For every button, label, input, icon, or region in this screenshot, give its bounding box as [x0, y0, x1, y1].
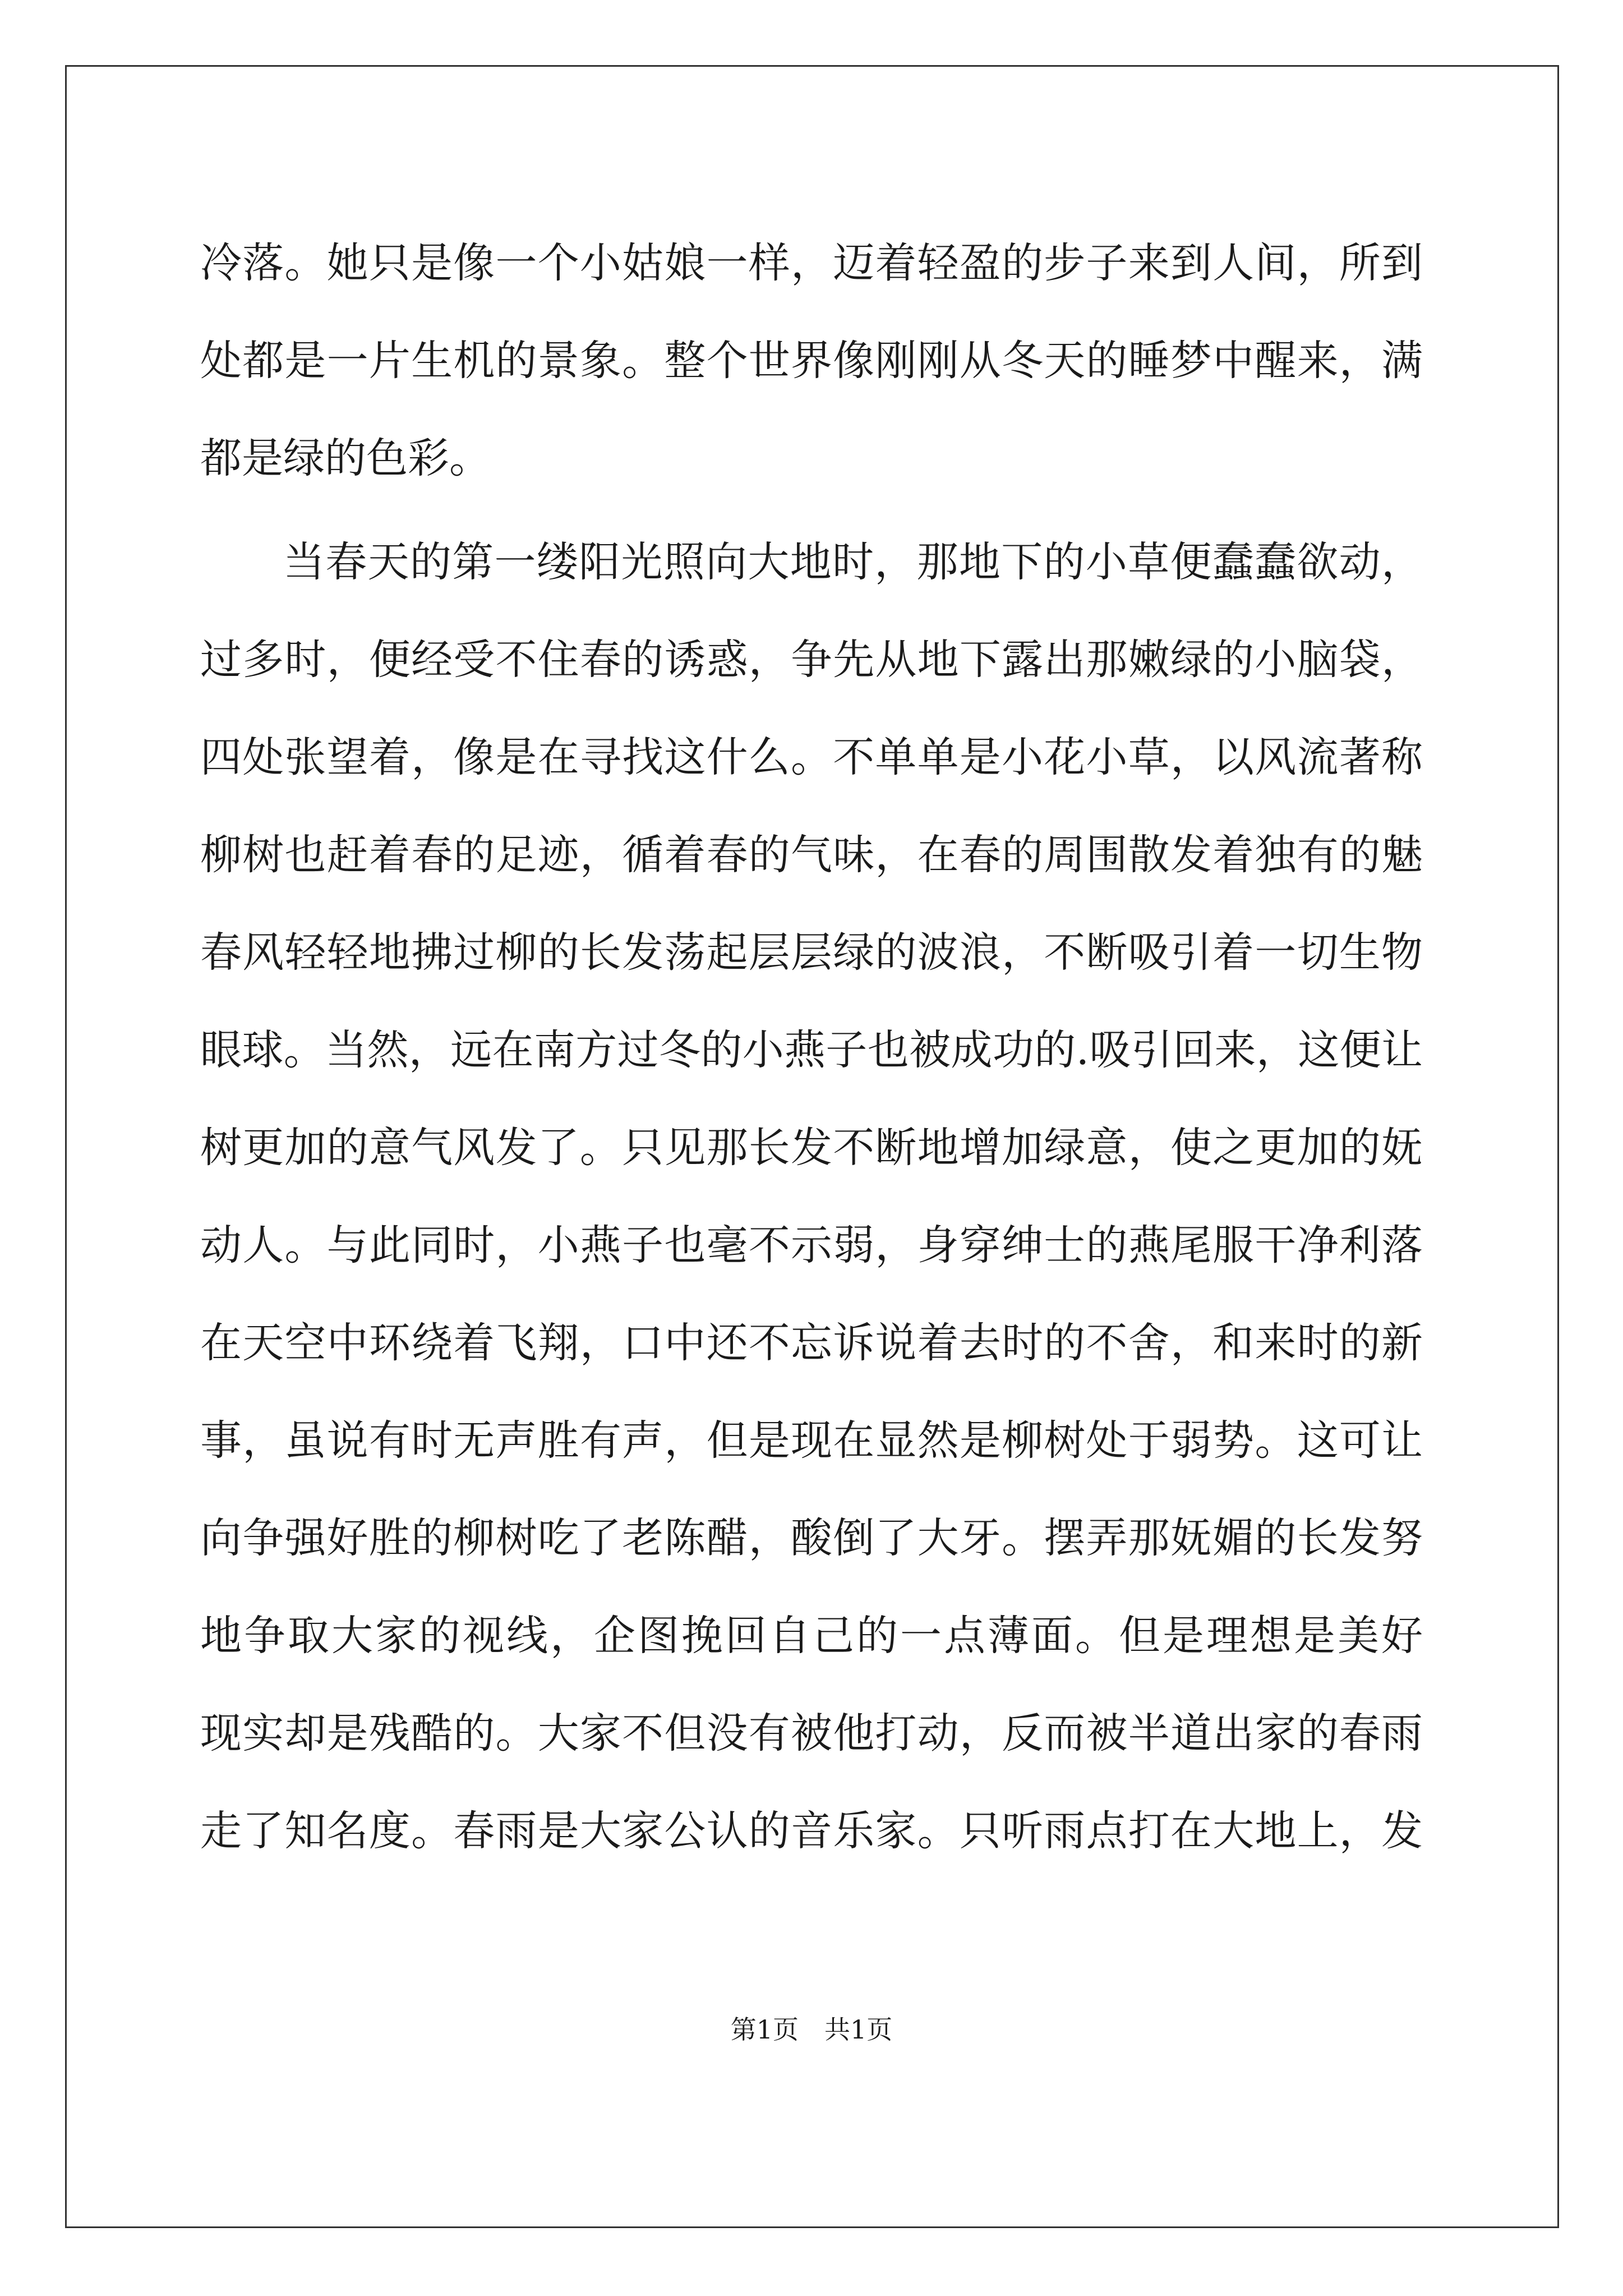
paragraph-2-line-11: 向争强好胜的柳树吃了老陈醋，酸倒了大牙。摆弄那妩媚的长发努: [200, 1514, 1423, 1562]
paragraph-2-line-6: 眼球。当然，远在南方过冬的小燕子也被成功的.吸引回来，这便让: [200, 1026, 1423, 1074]
paragraph-2-line-13: 现实却是残酷的。大家不但没有被他打动，反而被半道出家的春雨: [200, 1709, 1423, 1757]
paragraph-2-line-8: 动人。与此同时，小燕子也毫不示弱，身穿绅士的燕尾服干净利落: [200, 1221, 1423, 1269]
paragraph-2-line-7: 树更加的意气风发了。只见那长发不断地增加绿意，使之更加的妩: [200, 1124, 1423, 1172]
paragraph-2-line-2: 过多时，便经受不住春的诱惑，争先从地下露出那嫩绿的小脑袋，: [200, 636, 1423, 684]
paragraph-1-line-3: 都是绿的色彩。: [200, 434, 491, 482]
paragraph-1-line-2: 处都是一片生机的景象。整个世界像刚刚从冬天的睡梦中醒来，满: [200, 337, 1423, 385]
paragraph-2-line-5: 春风轻轻地拂过柳的长发荡起层层绿的波浪，不断吸引着一切生物: [200, 928, 1423, 977]
paragraph-2-line-1: 当春天的第一缕阳光照向大地时，那地下的小草便蠢蠢欲动，: [283, 538, 1423, 586]
paragraph-2-line-14: 走了知名度。春雨是大家公认的音乐家。只听雨点打在大地上，发: [200, 1807, 1423, 1855]
paragraph-1-line-1: 冷落。她只是像一个小姑娘一样，迈着轻盈的步子来到人间，所到: [200, 239, 1423, 287]
page-number-label: 第1页 共1页: [730, 2014, 893, 2045]
document-body: [200, 214, 1423, 1880]
paragraph-2-line-9: 在天空中环绕着飞翔，口中还不忘诉说着去时的不舍，和来时的新: [200, 1319, 1423, 1367]
paragraph-2-line-12: 地争取大家的视线，企图挽回自己的一点薄面。但是理想是美好: [200, 1612, 1423, 1660]
page-footer: [0, 2009, 1623, 2046]
paragraph-2-line-3: 四处张望着，像是在寻找这什么。不单单是小花小草，以风流著称: [200, 733, 1423, 781]
paragraph-2-line-4: 柳树也赶着春的足迹，循着春的气味，在春的周围散发着独有的魅: [200, 831, 1423, 879]
paragraph-2-line-10: 事，虽说有时无声胜有声，但是现在显然是柳树处于弱势。这可让: [200, 1416, 1423, 1465]
